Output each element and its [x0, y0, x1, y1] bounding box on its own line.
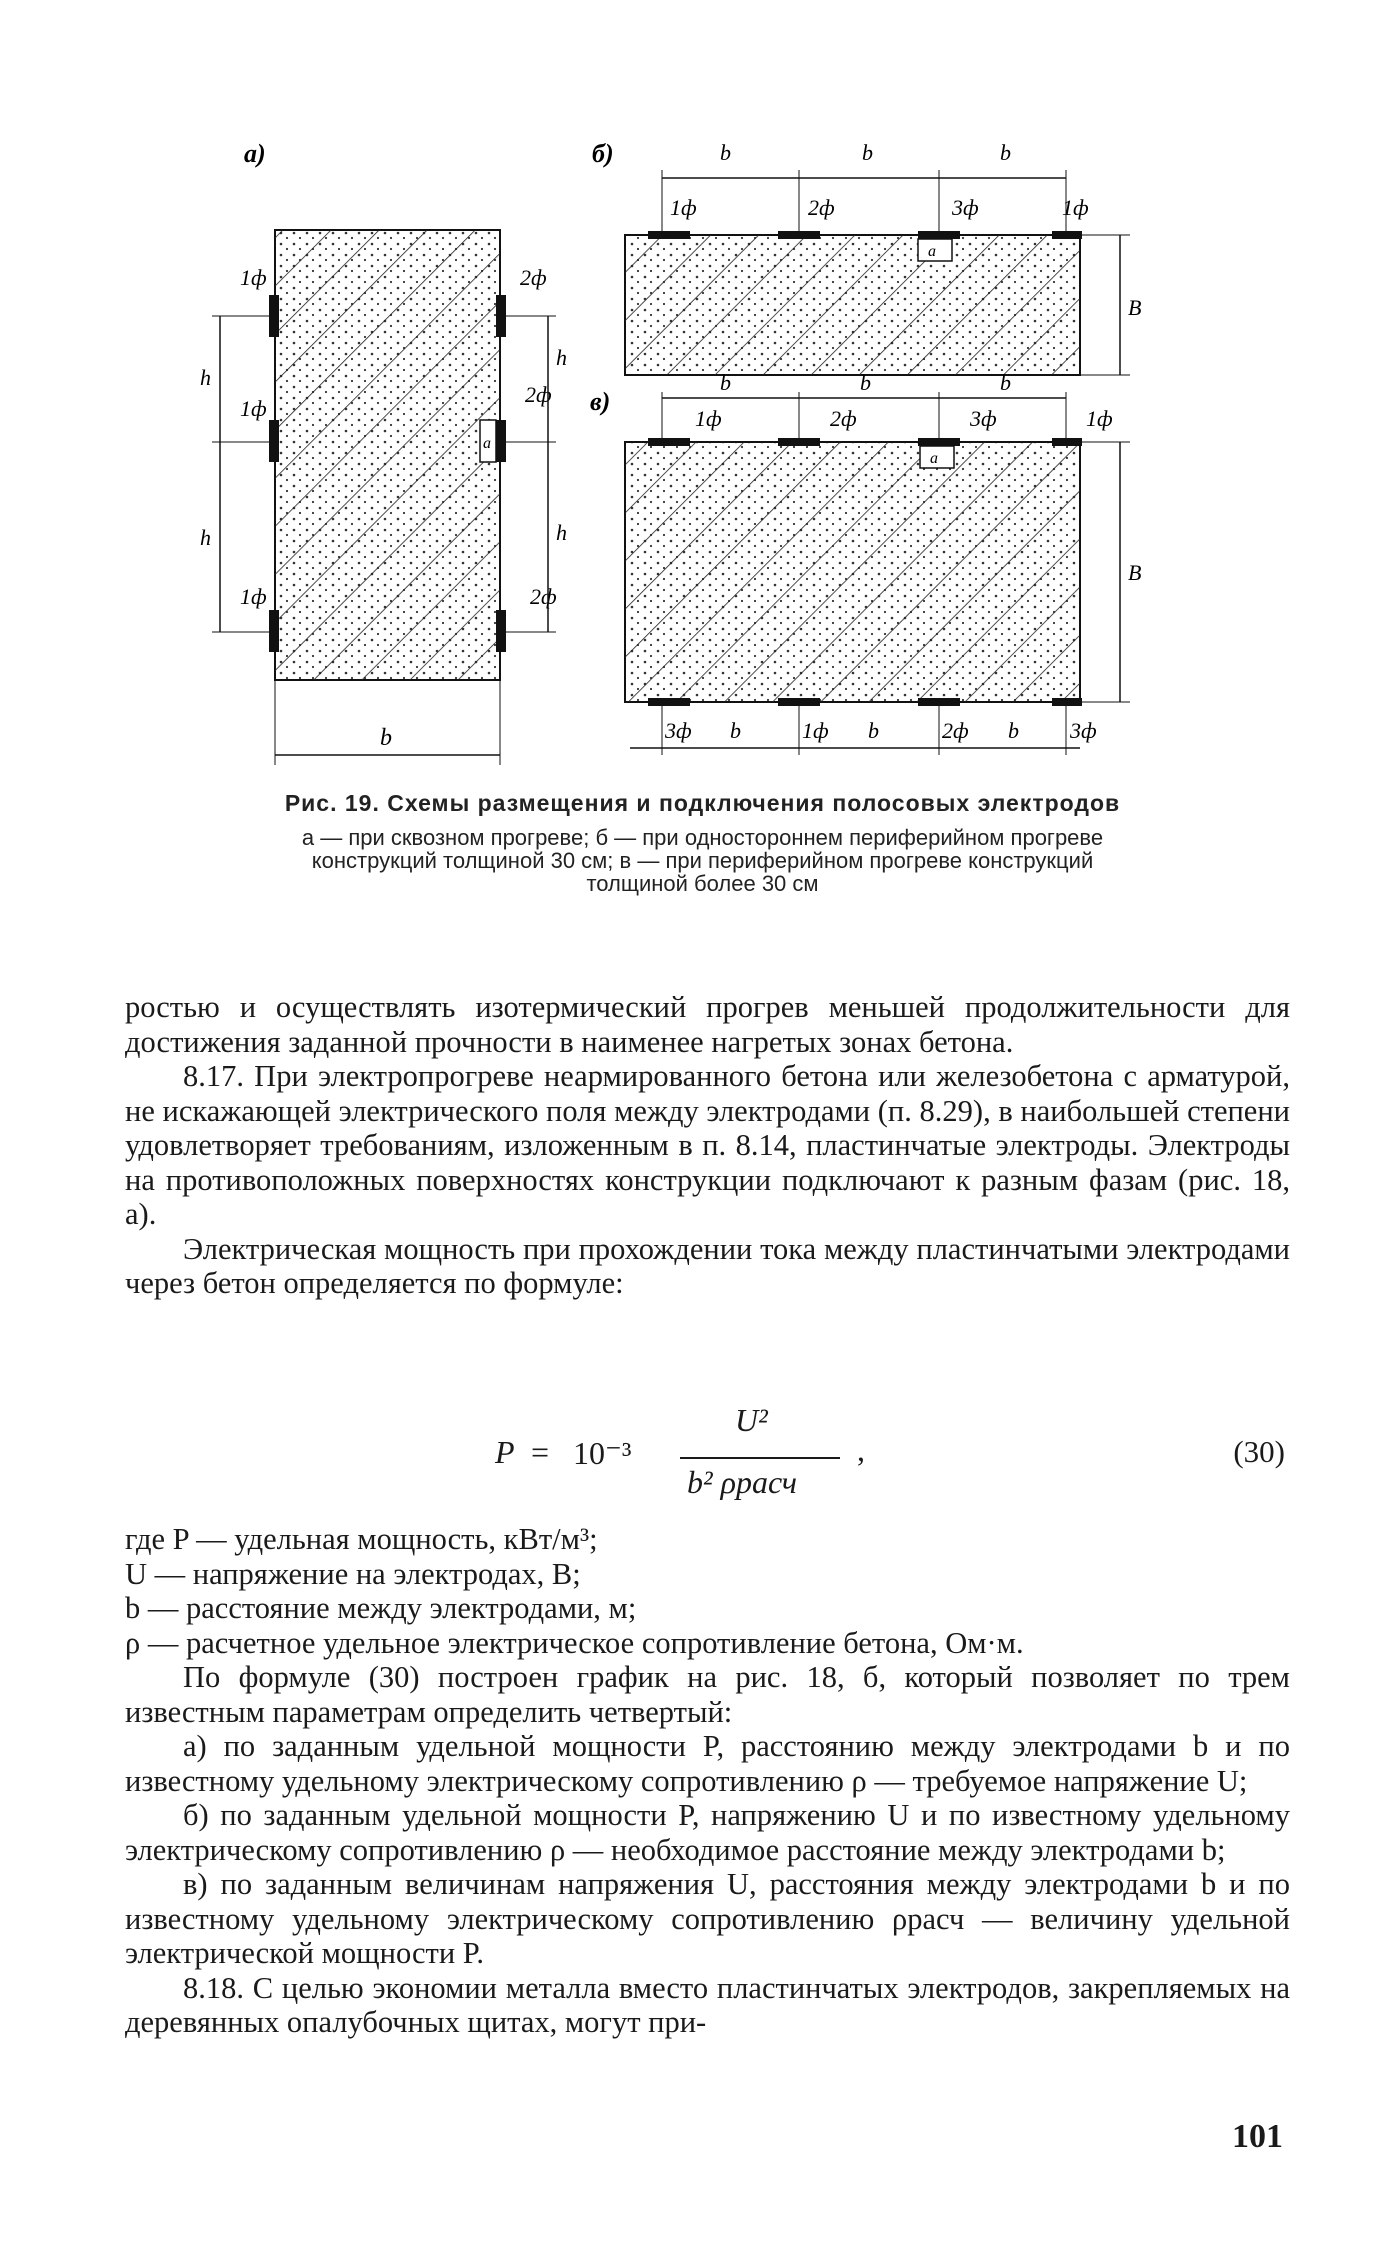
- phase-label: 2ф: [830, 406, 857, 431]
- paragraph-8-17: 8.17. При электропрогреве неармированного бетона или железобетона с арматурой, не искажающей электрического поля между электродами (п. 8.29), в наибольшей степени удовлетворяет требованиям, изложенным в п. 8.14, пластинчатые электроды. Электроды на противоположных поверхностях конструкции подключают к разным фазам (рис. 18, а).: [125, 1059, 1290, 1231]
- where-line: где P — удельная мощность, кВт/м³;: [125, 1522, 598, 1556]
- dim-B-label: B: [1128, 295, 1142, 320]
- gap-label-a: a: [483, 435, 491, 452]
- panel-b-label: б): [592, 139, 614, 168]
- formula-30: [125, 1402, 1290, 1512]
- formula-expression: [495, 1402, 975, 1512]
- paragraph: ростью и осуществлять изотермический прогрев меньшей продолжительности для достижения заданной прочности в наименее нагретых зонах бетона.: [125, 990, 1290, 1059]
- paragraph: По формуле (30) построен график на рис. 18, б, который позволяет по трем известным параметрам определить четвертый:: [125, 1660, 1290, 1729]
- text-block-lower: [125, 1522, 1290, 2040]
- phase-label: 1ф: [1086, 406, 1113, 431]
- text-block-upper: [125, 990, 1290, 1301]
- dim-b-label: b: [1000, 140, 1011, 165]
- dim-b-label: b: [860, 370, 871, 395]
- dim-h-label: h: [556, 345, 567, 370]
- dim-b-label: b: [720, 140, 731, 165]
- phase-label: 2ф: [520, 265, 547, 290]
- paragraph-8-18: 8.18. С целью экономии металла вместо пластинчатых электродов, закрепляемых на деревянных опалубочных щитах, могут при-: [125, 1970, 1290, 2039]
- phase-label: 3ф: [665, 718, 692, 743]
- list-item-v: в) по заданным величинам напряжения U, расстояния между электродами b и по известному удельному электрическому сопротивлению ρрасч — величину удельной электрической мощности P.: [125, 1867, 1290, 1970]
- phase-label: 3ф: [970, 406, 997, 431]
- page-number: 101: [1232, 2118, 1283, 2155]
- phase-label: 1ф: [670, 195, 697, 220]
- dim-B-label: B: [1128, 560, 1142, 585]
- phase-label: 3ф: [952, 195, 979, 220]
- phase-label: 3ф: [1070, 718, 1097, 743]
- formula-comma: ,: [857, 1432, 865, 1468]
- panel-b: [592, 139, 1141, 375]
- panel-a: [200, 139, 567, 765]
- panel-a-label: а): [244, 139, 266, 168]
- where-line: b — расстояние между электродами, м;: [125, 1591, 637, 1625]
- dim-b-label: b: [1000, 370, 1011, 395]
- phase-label: 1ф: [240, 396, 267, 421]
- formula-equals: =: [531, 1434, 550, 1470]
- dim-b-label: b: [862, 140, 873, 165]
- formula-coefficient: 10⁻³: [573, 1435, 632, 1471]
- phase-label: 2ф: [530, 584, 557, 609]
- figure-caption-line: а — при сквозном прогреве; б — при одностороннем периферийном прогреве: [301, 825, 1104, 850]
- list-item-b: б) по заданным удельной мощности P, напряжению U и по известному удельному электрическому сопротивлению ρ — необходимое расстояние между электродами b;: [125, 1798, 1290, 1867]
- fraction-bar: [680, 1457, 840, 1459]
- formula-denominator: b² ρрасч: [687, 1464, 797, 1500]
- dim-h-label: h: [200, 365, 211, 390]
- phase-label: 2ф: [808, 195, 835, 220]
- panel-v: [590, 370, 1141, 755]
- phase-label: 1ф: [1062, 195, 1089, 220]
- gap-label-b: a: [928, 243, 936, 260]
- list-item-a: а) по заданным удельной мощности P, расстоянию между электродами b и по известному удельному электрическому сопротивлению ρ — требуемое напряжение U;: [125, 1729, 1290, 1798]
- phase-label: 2ф: [525, 382, 552, 407]
- dim-b-label: b: [1008, 718, 1019, 743]
- phase-label: 2ф: [942, 718, 969, 743]
- dim-b-label: b: [868, 718, 879, 743]
- figure-caption-title: Рис. 19. Схемы размещения и подключения полосовых электродов: [284, 790, 1121, 816]
- figure-caption-line: толщиной более 30 см: [586, 871, 819, 896]
- dim-h-label: h: [556, 520, 567, 545]
- panel-v-label: в): [590, 387, 611, 416]
- gap-label-v: a: [930, 450, 938, 467]
- phase-label: 1ф: [802, 718, 829, 743]
- figure-electrode-schemes: [200, 120, 1200, 780]
- figure-caption-line: конструкций толщиной 30 см; в — при периферийном прогреве конструкций: [311, 848, 1094, 873]
- formula-numerator: U²: [735, 1402, 768, 1438]
- phase-label: 1ф: [695, 406, 722, 431]
- formula-number: (30): [1233, 1434, 1285, 1469]
- dim-b-label: b: [730, 718, 741, 743]
- dim-h-label: h: [200, 525, 211, 550]
- paragraph: Электрическая мощность при прохождении тока между пластинчатыми электродами через бетон определяется по формуле:: [125, 1231, 1290, 1300]
- formula-lhs: P: [495, 1434, 515, 1470]
- where-line: ρ — расчетное удельное электрическое сопротивление бетона, Ом·м.: [125, 1625, 1024, 1660]
- phase-label: 1ф: [240, 584, 267, 609]
- where-line: U — напряжение на электродах, В;: [125, 1556, 581, 1591]
- dim-b-label: b: [720, 370, 731, 395]
- phase-label: 1ф: [240, 265, 267, 290]
- dim-b-label: b: [380, 725, 392, 751]
